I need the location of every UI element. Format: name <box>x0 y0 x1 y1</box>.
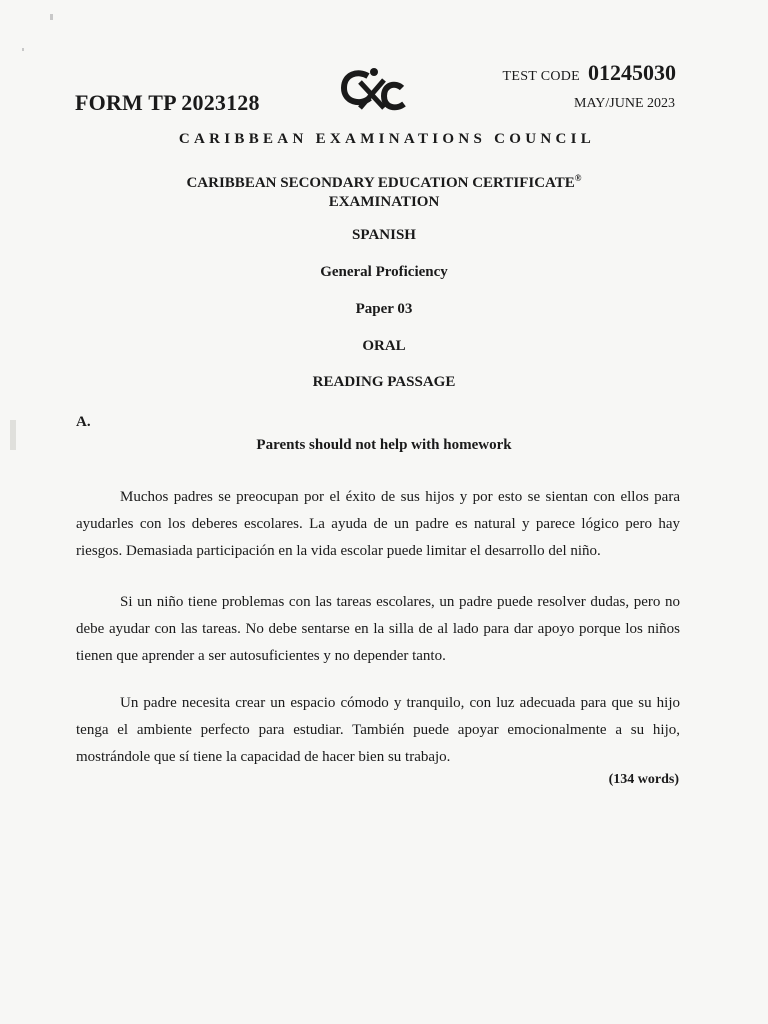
council-name: CARIBBEAN EXAMINATIONS COUNCIL <box>178 131 596 147</box>
certificate-line-2: EXAMINATION <box>328 194 440 210</box>
exam-session: MAY/JUNE 2023 <box>574 96 675 111</box>
paragraph-text: Si un niño tiene problemas con las tareas escolares, un padre puede resolver dudas, pero no debe ayudar con las tareas. No debe sentarse en la silla de al lado para dar apoyo porque los niños tienen que aprender a ser autosuficientes y no depender tanto. <box>76 594 680 664</box>
test-code-number: 01245030 <box>588 60 676 85</box>
scan-speck <box>22 48 24 51</box>
paragraph <box>76 484 680 565</box>
certificate-line-1: CARIBBEAN SECONDARY EDUCATION CERTIFICATE <box>186 175 575 191</box>
proficiency: General Proficiency <box>320 264 448 280</box>
passage-title: Parents should not help with homework <box>256 437 512 453</box>
paragraph-text: Un padre necesita crear un espacio cómodo y tranquilo, con luz adecuada para que su hijo tenga el ambiente perfecto para estudiar. También puede apoyar emocionalmente a su hijo, mostrándole que sí tiene la capacidad de hacer bien su trabajo. <box>76 695 680 765</box>
registered-mark: ® <box>574 173 582 183</box>
test-code-block <box>503 60 677 86</box>
paper-number: Paper 03 <box>355 301 413 317</box>
section-heading: READING PASSAGE <box>312 374 456 390</box>
paragraph <box>76 690 680 771</box>
test-code-label: TEST CODE <box>502 69 580 84</box>
scan-speck <box>50 14 53 20</box>
section-letter: A. <box>76 414 91 430</box>
component: ORAL <box>362 338 406 354</box>
word-count: (134 words) <box>608 772 679 787</box>
cxc-logo-mark <box>338 66 410 116</box>
subject: SPANISH <box>352 227 416 243</box>
paragraph <box>76 589 680 670</box>
paragraph-text: Muchos padres se preocupan por el éxito de sus hijos y por esto se sientan con ellos para ayudarles con los deberes escolares. La ayuda de un padre es natural y parece lógico pero hay riesgos. Demasiada participación en la vida escolar puede limitar el desarrollo del niño. <box>76 489 680 559</box>
cxc-logo <box>338 66 410 116</box>
certificate-title <box>0 169 768 212</box>
form-code: FORM TP 2023128 <box>75 90 260 115</box>
